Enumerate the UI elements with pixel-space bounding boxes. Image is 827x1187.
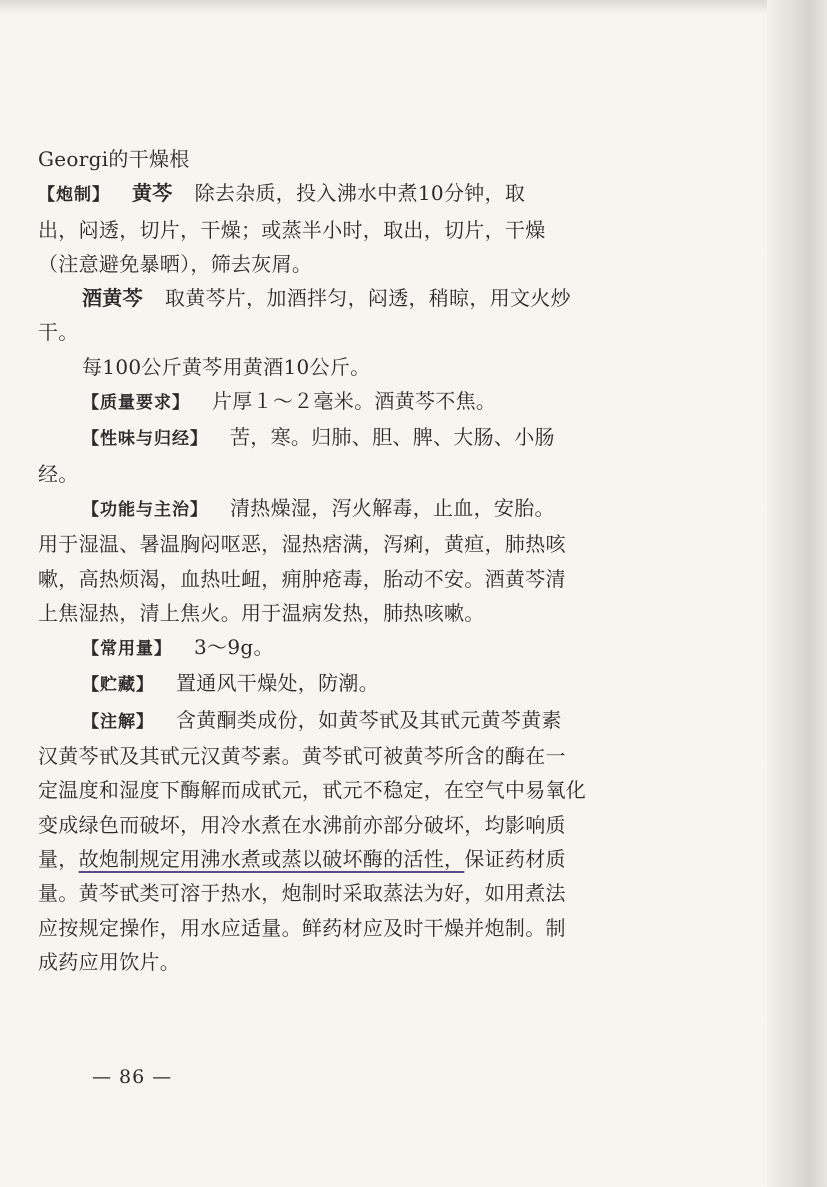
page-binding-edge	[767, 0, 827, 1187]
text-line: 上焦湿热，清上焦火。用于温病发热，肺热咳嗽。	[38, 600, 485, 625]
text-line: 量。黄芩甙类可溶于热水，炮制时采取蒸法为好，如用煮法	[38, 881, 566, 906]
section-text: 3～9g。	[194, 635, 274, 660]
handwritten-underline-text: 故炮制规定用沸水煮或蒸以破坏酶的活性，	[78, 846, 465, 871]
section-heading: 【注解】	[82, 711, 154, 732]
text-line: Georgi的干燥根	[38, 147, 190, 171]
section-function	[38, 491, 672, 527]
section-storage	[38, 666, 672, 702]
section-text: 除去杂质，投入沸水中煮10分钟，取	[194, 181, 526, 206]
text-line: 成药应用饮片。	[38, 949, 181, 974]
text-line: （注意避免暴晒），筛去灰屑。	[38, 251, 313, 276]
section-heading: 【贮藏】	[82, 675, 154, 696]
section-quality	[38, 384, 672, 420]
page-body	[38, 142, 672, 979]
section-nature	[38, 420, 672, 456]
text-line: 经。	[38, 461, 79, 486]
text-line-underlined	[38, 842, 672, 876]
text-fragment: 保证药材质	[464, 846, 566, 871]
section-text: 清热燥湿，泻火解毒，止血，安胎。	[230, 495, 555, 520]
text-line: 应按规定操作，用水应适量。鲜药材应及时干燥并炮制。制	[38, 915, 566, 940]
section-heading: 【功能与主治】	[82, 499, 208, 520]
text-line: 干。	[38, 320, 79, 345]
section-text: 片厚１～２毫米。酒黄芩不焦。	[212, 389, 497, 414]
section-heading: 【常用量】	[82, 639, 172, 660]
section-text: 置通风干燥处，防潮。	[176, 671, 379, 696]
section-processing	[38, 176, 672, 212]
text-fragment: 量，	[38, 846, 79, 871]
text-line: 每100公斤黄芩用黄酒10公斤。	[82, 354, 371, 379]
section-heading: 【质量要求】	[82, 393, 190, 414]
page-number: — 86 —	[92, 1066, 173, 1088]
text-line: 嗽，高热烦渴，血热吐衄，痈肿疮毒，胎动不安。酒黄芩清	[38, 566, 566, 591]
text-line: 出，闷透，切片，干燥；或蒸半小时，取出，切片，干燥	[38, 217, 546, 242]
section-notes	[38, 703, 672, 739]
section-dosage	[38, 630, 672, 666]
text-line: 汉黄芩甙及其甙元汉黄芩素。黄芩甙可被黄芩所含的酶在一	[38, 744, 566, 769]
scan-top-shadow	[0, 0, 827, 14]
section-text: 苦，寒。归肺、胆、脾、大肠、小肠	[230, 425, 555, 450]
text-line: 用于湿温、暑温胸闷呕恶，湿热痞满，泻痢，黄疸，肺热咳	[38, 532, 566, 557]
section-heading: 【炮制】	[38, 185, 110, 206]
term: 酒黄芩	[82, 286, 143, 311]
section-heading: 【性味与归经】	[82, 429, 208, 450]
section-text: 含黄酮类成份，如黄芩甙及其甙元黄芩黄素	[176, 707, 562, 732]
text-line: 定温度和湿度下酶解而成甙元，甙元不稳定，在空气中易氧化	[38, 778, 587, 803]
term: 黄芩	[132, 181, 173, 206]
wine-processing	[38, 281, 672, 315]
text-line: 变成绿色而破坏，用冷水煮在水沸前亦部分破坏，均影响质	[38, 812, 566, 837]
section-text: 取黄芩片，加酒拌匀，闷透，稍晾，用文火炒	[164, 286, 571, 311]
